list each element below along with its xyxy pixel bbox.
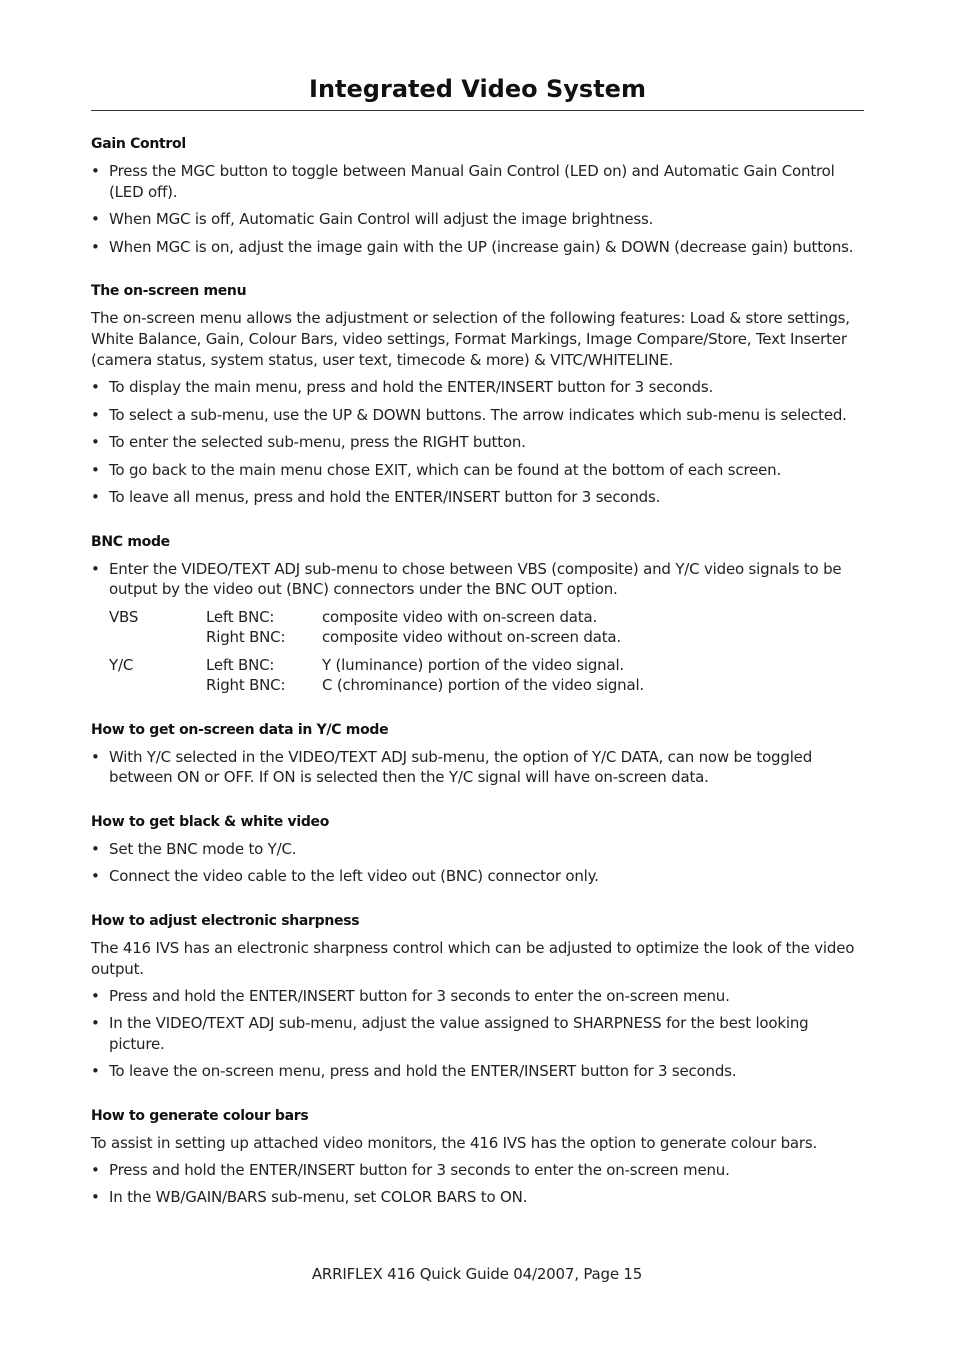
list-item xyxy=(91,559,864,600)
list-item-text: With Y/C selected in the VIDEO/TEXT ADJ sub-menu, the option of Y/C DATA, can now be toggled between ON or OFF. If ON is selected then the Y/C signal will have on-screen data. xyxy=(109,747,813,786)
list-item-text: Enter the VIDEO/TEXT ADJ sub-menu to chose between VBS (composite) and Y/C video signals to be output by the video out (BNC) connectors under the BNC OUT option. xyxy=(109,559,842,598)
list-item xyxy=(91,986,864,1007)
section-intro: The on-screen menu allows the adjustment or selection of the following features: Load & store settings, White Balance, Gain, Colour Bars, video settings, Format Markings, Image Compare/Store, Text Inserter (camera status, system status, user text, timecode & more) & VITC/WHITELINE. xyxy=(91,309,850,369)
section-colour-bars xyxy=(91,1106,864,1208)
list-item xyxy=(91,377,864,398)
connector-cell: Left BNC: xyxy=(206,655,275,674)
description-cell: composite video with on-screen data. xyxy=(322,607,598,626)
section-heading: How to get black & white video xyxy=(91,813,330,830)
bullet-list xyxy=(91,377,864,508)
list-item xyxy=(91,747,864,788)
section-heading: BNC mode xyxy=(91,533,170,550)
section-heading: How to generate colour bars xyxy=(91,1107,309,1124)
list-item-text: To go back to the main menu chose EXIT, which can be found at the bottom of each screen. xyxy=(109,460,782,479)
bullet-list xyxy=(91,839,864,887)
list-item-text: Connect the video cable to the left video out (BNC) connector only. xyxy=(109,867,599,885)
bullet-icon: • xyxy=(91,460,100,479)
section-electronic-sharpness xyxy=(91,911,864,1082)
section-on-screen-menu xyxy=(91,281,864,508)
list-item-text: To leave the on-screen menu, press and hold the ENTER/INSERT button for 3 seconds. xyxy=(109,1062,737,1080)
connector-cell: Left BNC: xyxy=(206,607,275,626)
mode-cell xyxy=(109,627,206,648)
connector-cell: Right BNC: xyxy=(206,628,286,646)
list-item xyxy=(91,460,864,481)
list-item-text: To select a sub-menu, use the UP & DOWN buttons. The arrow indicates which sub-menu is selected. xyxy=(109,405,847,424)
bullet-list xyxy=(91,1160,864,1208)
bullet-icon: • xyxy=(91,210,100,228)
bullet-icon: • xyxy=(91,986,100,1005)
table-row xyxy=(109,627,644,648)
list-item xyxy=(91,1187,864,1208)
bullet-icon: • xyxy=(91,1014,100,1032)
section-heading: Gain Control xyxy=(91,136,186,152)
bullet-list xyxy=(91,747,864,788)
list-item xyxy=(91,487,864,508)
list-item-text: To display the main menu, press and hold the ENTER/INSERT button for 3 seconds. xyxy=(109,378,714,396)
list-item-text: Set the BNC mode to Y/C. xyxy=(109,839,297,858)
section-heading: How to get on-screen data in Y/C mode xyxy=(91,721,389,738)
table-row xyxy=(109,675,644,696)
list-item-text: When MGC is on, adjust the image gain with the UP (increase gain) & DOWN (decrease gain) buttons. xyxy=(109,237,854,256)
list-item xyxy=(91,161,864,202)
connector-cell: Right BNC: xyxy=(206,676,286,694)
bullet-icon: • xyxy=(91,839,100,858)
list-item-text: To enter the selected sub-menu, press the RIGHT button. xyxy=(109,433,526,451)
page-footer: ARRIFLEX 416 Quick Guide 04/2007, Page 15 xyxy=(311,1265,643,1283)
bullet-icon: • xyxy=(91,162,100,180)
bullet-icon: • xyxy=(91,378,100,396)
bullet-icon: • xyxy=(91,405,100,424)
description-cell: composite video without on-screen data. xyxy=(322,628,621,646)
list-item xyxy=(91,237,864,258)
bullet-icon: • xyxy=(91,237,100,256)
bullet-icon: • xyxy=(91,1160,100,1179)
list-item xyxy=(91,405,864,426)
section-intro: To assist in setting up attached video monitors, the 416 IVS has the option to generate colour bars. xyxy=(91,1133,818,1152)
bullet-list xyxy=(91,161,864,257)
section-yc-onscreen-data xyxy=(91,720,864,788)
bullet-icon: • xyxy=(91,747,100,766)
table-row xyxy=(109,648,644,676)
description-cell: C (chrominance) portion of the video signal. xyxy=(322,676,644,694)
bnc-output-table xyxy=(109,607,644,696)
title-rule xyxy=(91,110,864,111)
bullet-icon: • xyxy=(91,559,100,578)
table-row xyxy=(109,607,644,628)
description-cell: Y (luminance) portion of the video signal. xyxy=(322,655,624,674)
page-title: Integrated Video System xyxy=(309,75,646,103)
bullet-list xyxy=(91,986,864,1082)
list-item xyxy=(91,1061,864,1082)
bullet-icon: • xyxy=(91,1188,100,1206)
bullet-icon: • xyxy=(91,433,100,451)
list-item-text: Press and hold the ENTER/INSERT button for 3 seconds to enter the on-screen menu. xyxy=(109,1160,730,1179)
section-heading: The on-screen menu xyxy=(91,283,247,299)
list-item-text: To leave all menus, press and hold the ENTER/INSERT button for 3 seconds. xyxy=(109,488,661,506)
section-black-white-video xyxy=(91,812,864,887)
section-gain-control xyxy=(91,134,864,257)
section-heading: How to adjust electronic sharpness xyxy=(91,912,360,929)
bullet-icon: • xyxy=(91,488,100,506)
section-intro: The 416 IVS has an electronic sharpness control which can be adjusted to optimize the look of the video output. xyxy=(91,938,855,978)
list-item-text: Press the MGC button to toggle between Manual Gain Control (LED on) and Automatic Gain Control (LED off). xyxy=(109,162,835,201)
mode-cell: VBS xyxy=(109,607,139,626)
list-item xyxy=(91,839,864,860)
mode-cell: Y/C xyxy=(109,655,134,674)
list-item xyxy=(91,866,864,887)
list-item-text: Press and hold the ENTER/INSERT button for 3 seconds to enter the on-screen menu. xyxy=(109,986,730,1005)
bullet-list xyxy=(91,559,864,600)
list-item xyxy=(91,432,864,453)
list-item xyxy=(91,209,864,230)
list-item-text: In the VIDEO/TEXT ADJ sub-menu, adjust the value assigned to SHARPNESS for the best looking picture. xyxy=(109,1014,809,1053)
bullet-icon: • xyxy=(91,867,100,885)
mode-cell xyxy=(109,675,206,696)
list-item xyxy=(91,1160,864,1181)
list-item xyxy=(91,1013,864,1054)
list-item-text: In the WB/GAIN/BARS sub-menu, set COLOR BARS to ON. xyxy=(109,1188,528,1206)
list-item-text: When MGC is off, Automatic Gain Control will adjust the image brightness. xyxy=(109,210,654,228)
section-bnc-mode xyxy=(91,532,864,696)
page xyxy=(91,0,864,1215)
bullet-icon: • xyxy=(91,1062,100,1080)
